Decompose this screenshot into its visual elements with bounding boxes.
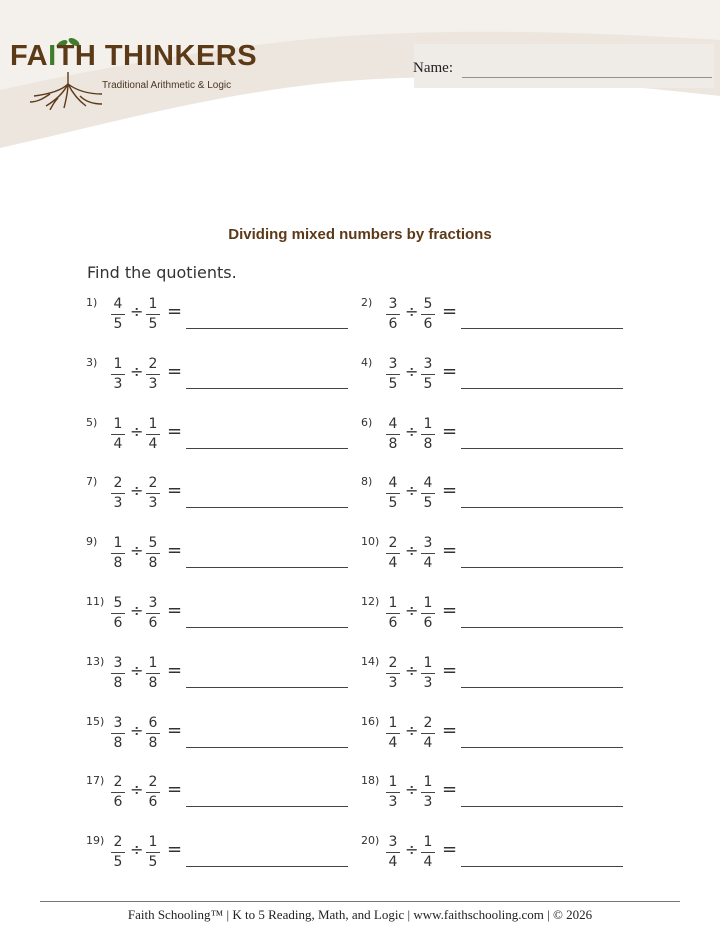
fraction-numerator: 6 bbox=[148, 715, 158, 731]
fraction-bar bbox=[421, 493, 435, 494]
fraction-denominator: 5 bbox=[148, 316, 158, 332]
fraction-denominator: 5 bbox=[423, 376, 433, 392]
fraction-bar bbox=[386, 374, 400, 375]
divide-sign: ÷ bbox=[405, 721, 419, 740]
problem-number: 13) bbox=[86, 655, 105, 668]
divisor-fraction bbox=[421, 655, 435, 692]
fraction-denominator: 6 bbox=[148, 615, 158, 631]
divide-sign: ÷ bbox=[405, 302, 419, 321]
fraction-numerator: 1 bbox=[423, 416, 433, 432]
problem-item bbox=[86, 774, 351, 824]
dividend-fraction bbox=[386, 475, 400, 512]
divide-sign: ÷ bbox=[130, 422, 144, 441]
fraction-bar bbox=[421, 434, 435, 435]
fraction-bar bbox=[146, 733, 160, 734]
dividend-fraction bbox=[386, 774, 400, 811]
equals-sign: = bbox=[167, 540, 183, 561]
dividend-fraction bbox=[111, 715, 125, 752]
fraction-denominator: 3 bbox=[148, 495, 158, 511]
footer-text: Faith Schooling™ | K to 5 Reading, Math, and Logic | www.faithschooling.com | © 2026 bbox=[127, 907, 593, 922]
fraction-denominator: 4 bbox=[148, 436, 158, 452]
fraction-bar bbox=[421, 733, 435, 734]
answer-line[interactable] bbox=[461, 687, 623, 688]
equals-sign: = bbox=[442, 779, 458, 800]
divisor-fraction bbox=[421, 834, 435, 871]
divisor-fraction bbox=[146, 475, 160, 512]
fraction-bar bbox=[386, 733, 400, 734]
fraction-denominator: 4 bbox=[388, 555, 398, 571]
fraction-denominator: 5 bbox=[113, 316, 123, 332]
answer-line[interactable] bbox=[461, 507, 623, 508]
problem-item bbox=[86, 715, 351, 765]
fraction-denominator: 3 bbox=[423, 794, 433, 810]
fraction-bar bbox=[146, 553, 160, 554]
equals-sign: = bbox=[167, 720, 183, 741]
fraction-denominator: 4 bbox=[423, 735, 433, 751]
fraction-numerator: 1 bbox=[423, 834, 433, 850]
fraction-numerator: 3 bbox=[113, 655, 123, 671]
fraction-bar bbox=[146, 673, 160, 674]
equals-sign: = bbox=[167, 361, 183, 382]
logo-title: FAITH THINKERS bbox=[10, 40, 258, 72]
fraction-numerator: 2 bbox=[113, 475, 123, 491]
fraction-numerator: 3 bbox=[148, 595, 158, 611]
fraction-denominator: 5 bbox=[113, 854, 123, 870]
fraction-bar bbox=[111, 613, 125, 614]
divide-sign: ÷ bbox=[130, 541, 144, 560]
name-box bbox=[414, 44, 714, 88]
fraction-bar bbox=[421, 374, 435, 375]
fraction-bar bbox=[421, 314, 435, 315]
fraction-bar bbox=[386, 673, 400, 674]
equals-sign: = bbox=[167, 421, 183, 442]
equals-sign: = bbox=[442, 720, 458, 741]
fraction-bar bbox=[111, 852, 125, 853]
problem-item bbox=[361, 475, 626, 525]
footer-divider bbox=[40, 901, 680, 902]
equals-sign: = bbox=[167, 839, 183, 860]
fraction-numerator: 1 bbox=[113, 356, 123, 372]
fraction-bar bbox=[146, 374, 160, 375]
fraction-denominator: 8 bbox=[148, 675, 158, 691]
answer-line[interactable] bbox=[461, 806, 623, 807]
fraction-numerator: 3 bbox=[388, 296, 398, 312]
answer-line[interactable] bbox=[186, 866, 348, 867]
divisor-fraction bbox=[146, 715, 160, 752]
answer-line[interactable] bbox=[186, 328, 348, 329]
worksheet-title: Dividing mixed numbers by fractions bbox=[228, 226, 492, 243]
dividend-fraction bbox=[386, 834, 400, 871]
divisor-fraction bbox=[146, 595, 160, 632]
fraction-numerator: 1 bbox=[148, 834, 158, 850]
divisor-fraction bbox=[146, 834, 160, 871]
divide-sign: ÷ bbox=[405, 481, 419, 500]
equals-sign: = bbox=[442, 421, 458, 442]
dividend-fraction bbox=[386, 296, 400, 333]
problem-item bbox=[86, 356, 351, 406]
divide-sign: ÷ bbox=[405, 601, 419, 620]
fraction-denominator: 4 bbox=[423, 854, 433, 870]
dividend-fraction bbox=[111, 774, 125, 811]
fraction-bar bbox=[146, 852, 160, 853]
problem-item bbox=[361, 834, 626, 884]
fraction-denominator: 5 bbox=[388, 495, 398, 511]
divide-sign: ÷ bbox=[130, 840, 144, 859]
name-field-line[interactable] bbox=[462, 77, 712, 78]
fraction-numerator: 1 bbox=[148, 655, 158, 671]
answer-line[interactable] bbox=[186, 747, 348, 748]
problem-number: 9) bbox=[86, 535, 98, 548]
fraction-bar bbox=[421, 673, 435, 674]
problem-item bbox=[361, 416, 626, 466]
fraction-denominator: 3 bbox=[388, 675, 398, 691]
fraction-numerator: 1 bbox=[388, 774, 398, 790]
fraction-numerator: 3 bbox=[388, 834, 398, 850]
fraction-bar bbox=[111, 733, 125, 734]
fraction-numerator: 2 bbox=[388, 535, 398, 551]
fraction-denominator: 4 bbox=[388, 735, 398, 751]
fraction-bar bbox=[146, 613, 160, 614]
fraction-bar bbox=[111, 434, 125, 435]
fraction-numerator: 2 bbox=[148, 774, 158, 790]
divide-sign: ÷ bbox=[405, 422, 419, 441]
fraction-bar bbox=[146, 434, 160, 435]
divide-sign: ÷ bbox=[130, 721, 144, 740]
dividend-fraction bbox=[111, 356, 125, 393]
problem-number: 5) bbox=[86, 416, 98, 429]
dividend-fraction bbox=[386, 655, 400, 692]
logo-tagline: Traditional Arithmetic & Logic bbox=[102, 80, 232, 91]
problem-item bbox=[361, 774, 626, 824]
fraction-numerator: 2 bbox=[423, 715, 433, 731]
fraction-bar bbox=[421, 613, 435, 614]
fraction-numerator: 3 bbox=[388, 356, 398, 372]
dividend-fraction bbox=[386, 535, 400, 572]
dividend-fraction bbox=[111, 595, 125, 632]
fraction-bar bbox=[111, 553, 125, 554]
fraction-numerator: 2 bbox=[113, 774, 123, 790]
fraction-denominator: 8 bbox=[148, 555, 158, 571]
problem-item bbox=[361, 655, 626, 705]
fraction-bar bbox=[386, 852, 400, 853]
divide-sign: ÷ bbox=[405, 661, 419, 680]
dividend-fraction bbox=[386, 595, 400, 632]
fraction-bar bbox=[146, 792, 160, 793]
problem-number: 2) bbox=[361, 296, 373, 309]
divisor-fraction bbox=[421, 715, 435, 752]
fraction-denominator: 4 bbox=[388, 854, 398, 870]
dividend-fraction bbox=[111, 655, 125, 692]
answer-line[interactable] bbox=[461, 627, 623, 628]
fraction-bar bbox=[421, 553, 435, 554]
answer-line[interactable] bbox=[461, 328, 623, 329]
divisor-fraction bbox=[421, 416, 435, 453]
fraction-denominator: 4 bbox=[113, 436, 123, 452]
divisor-fraction bbox=[421, 356, 435, 393]
fraction-numerator: 1 bbox=[423, 655, 433, 671]
fraction-numerator: 4 bbox=[113, 296, 123, 312]
fraction-numerator: 1 bbox=[388, 715, 398, 731]
dividend-fraction bbox=[111, 834, 125, 871]
instructions: Find the quotients. bbox=[87, 263, 237, 282]
divide-sign: ÷ bbox=[130, 302, 144, 321]
fraction-bar bbox=[421, 792, 435, 793]
fraction-denominator: 6 bbox=[423, 615, 433, 631]
problem-number: 17) bbox=[86, 774, 105, 787]
fraction-numerator: 4 bbox=[423, 475, 433, 491]
problem-number: 20) bbox=[361, 834, 380, 847]
fraction-denominator: 8 bbox=[388, 436, 398, 452]
divisor-fraction bbox=[146, 356, 160, 393]
answer-line[interactable] bbox=[461, 388, 623, 389]
fraction-denominator: 8 bbox=[148, 735, 158, 751]
fraction-numerator: 4 bbox=[388, 475, 398, 491]
equals-sign: = bbox=[442, 600, 458, 621]
fraction-numerator: 1 bbox=[113, 416, 123, 432]
problem-number: 8) bbox=[361, 475, 373, 488]
answer-line[interactable] bbox=[461, 747, 623, 748]
problem-number: 3) bbox=[86, 356, 98, 369]
fraction-bar bbox=[421, 852, 435, 853]
divide-sign: ÷ bbox=[130, 481, 144, 500]
divisor-fraction bbox=[421, 535, 435, 572]
fraction-bar bbox=[111, 493, 125, 494]
divide-sign: ÷ bbox=[405, 840, 419, 859]
fraction-bar bbox=[386, 613, 400, 614]
fraction-numerator: 5 bbox=[113, 595, 123, 611]
problem-item bbox=[86, 296, 351, 346]
problem-item bbox=[86, 416, 351, 466]
problem-item bbox=[86, 535, 351, 585]
divisor-fraction bbox=[421, 296, 435, 333]
problem-item bbox=[361, 715, 626, 765]
answer-line[interactable] bbox=[186, 627, 348, 628]
dividend-fraction bbox=[111, 416, 125, 453]
problem-item bbox=[86, 475, 351, 525]
divide-sign: ÷ bbox=[130, 780, 144, 799]
divisor-fraction bbox=[421, 475, 435, 512]
fraction-numerator: 1 bbox=[423, 774, 433, 790]
problem-item bbox=[86, 595, 351, 645]
fraction-denominator: 3 bbox=[113, 376, 123, 392]
divisor-fraction bbox=[146, 296, 160, 333]
problem-number: 12) bbox=[361, 595, 380, 608]
answer-line[interactable] bbox=[461, 567, 623, 568]
fraction-numerator: 1 bbox=[423, 595, 433, 611]
fraction-denominator: 8 bbox=[423, 436, 433, 452]
equals-sign: = bbox=[442, 361, 458, 382]
problem-item bbox=[86, 655, 351, 705]
equals-sign: = bbox=[442, 660, 458, 681]
fraction-denominator: 6 bbox=[388, 615, 398, 631]
fraction-denominator: 6 bbox=[113, 615, 123, 631]
answer-line[interactable] bbox=[186, 507, 348, 508]
dividend-fraction bbox=[111, 296, 125, 333]
fraction-numerator: 3 bbox=[423, 356, 433, 372]
fraction-numerator: 1 bbox=[148, 296, 158, 312]
divide-sign: ÷ bbox=[130, 661, 144, 680]
fraction-bar bbox=[146, 493, 160, 494]
fraction-numerator: 2 bbox=[388, 655, 398, 671]
fraction-denominator: 6 bbox=[113, 794, 123, 810]
fraction-numerator: 1 bbox=[148, 416, 158, 432]
fraction-bar bbox=[111, 374, 125, 375]
fraction-denominator: 5 bbox=[148, 854, 158, 870]
fraction-numerator: 4 bbox=[388, 416, 398, 432]
dividend-fraction bbox=[111, 475, 125, 512]
fraction-numerator: 2 bbox=[148, 356, 158, 372]
dividend-fraction bbox=[386, 416, 400, 453]
problem-number: 11) bbox=[86, 595, 105, 608]
fraction-denominator: 3 bbox=[113, 495, 123, 511]
equals-sign: = bbox=[442, 301, 458, 322]
fraction-denominator: 3 bbox=[148, 376, 158, 392]
equals-sign: = bbox=[167, 660, 183, 681]
fraction-bar bbox=[386, 434, 400, 435]
fraction-numerator: 5 bbox=[148, 535, 158, 551]
fraction-numerator: 2 bbox=[113, 834, 123, 850]
problem-number: 15) bbox=[86, 715, 105, 728]
problem-item bbox=[361, 595, 626, 645]
problem-item bbox=[86, 834, 351, 884]
fraction-bar bbox=[146, 314, 160, 315]
fraction-bar bbox=[386, 792, 400, 793]
fraction-denominator: 6 bbox=[148, 794, 158, 810]
problem-number: 19) bbox=[86, 834, 105, 847]
fraction-denominator: 5 bbox=[423, 495, 433, 511]
answer-line[interactable] bbox=[186, 806, 348, 807]
fraction-bar bbox=[111, 314, 125, 315]
equals-sign: = bbox=[442, 540, 458, 561]
brand-logo bbox=[6, 32, 258, 110]
fraction-numerator: 3 bbox=[113, 715, 123, 731]
fraction-numerator: 5 bbox=[423, 296, 433, 312]
equals-sign: = bbox=[167, 779, 183, 800]
divisor-fraction bbox=[146, 774, 160, 811]
fraction-numerator: 1 bbox=[388, 595, 398, 611]
equals-sign: = bbox=[167, 480, 183, 501]
fraction-bar bbox=[111, 673, 125, 674]
divide-sign: ÷ bbox=[405, 780, 419, 799]
problem-item bbox=[361, 356, 626, 406]
fraction-bar bbox=[386, 493, 400, 494]
fraction-denominator: 6 bbox=[423, 316, 433, 332]
equals-sign: = bbox=[167, 301, 183, 322]
divisor-fraction bbox=[421, 595, 435, 632]
fraction-bar bbox=[386, 314, 400, 315]
answer-line[interactable] bbox=[461, 448, 623, 449]
fraction-bar bbox=[386, 553, 400, 554]
fraction-denominator: 5 bbox=[388, 376, 398, 392]
equals-sign: = bbox=[442, 480, 458, 501]
name-label: Name: bbox=[413, 60, 453, 76]
answer-line[interactable] bbox=[186, 448, 348, 449]
divisor-fraction bbox=[146, 535, 160, 572]
problem-number: 16) bbox=[361, 715, 380, 728]
problem-item bbox=[361, 296, 626, 346]
divisor-fraction bbox=[421, 774, 435, 811]
fraction-bar bbox=[111, 792, 125, 793]
dividend-fraction bbox=[386, 715, 400, 752]
fraction-numerator: 2 bbox=[148, 475, 158, 491]
problem-number: 1) bbox=[86, 296, 98, 309]
divisor-fraction bbox=[146, 655, 160, 692]
divide-sign: ÷ bbox=[130, 362, 144, 381]
divide-sign: ÷ bbox=[130, 601, 144, 620]
answer-line[interactable] bbox=[186, 687, 348, 688]
answer-line[interactable] bbox=[186, 388, 348, 389]
problem-item bbox=[361, 535, 626, 585]
fraction-numerator: 3 bbox=[423, 535, 433, 551]
problem-number: 7) bbox=[86, 475, 98, 488]
problem-number: 6) bbox=[361, 416, 373, 429]
fraction-numerator: 1 bbox=[113, 535, 123, 551]
divide-sign: ÷ bbox=[405, 362, 419, 381]
equals-sign: = bbox=[167, 600, 183, 621]
dividend-fraction bbox=[386, 356, 400, 393]
problem-number: 14) bbox=[361, 655, 380, 668]
dividend-fraction bbox=[111, 535, 125, 572]
answer-line[interactable] bbox=[461, 866, 623, 867]
problem-number: 4) bbox=[361, 356, 373, 369]
problem-number: 18) bbox=[361, 774, 380, 787]
fraction-denominator: 8 bbox=[113, 555, 123, 571]
fraction-denominator: 4 bbox=[423, 555, 433, 571]
divide-sign: ÷ bbox=[405, 541, 419, 560]
answer-line[interactable] bbox=[186, 567, 348, 568]
equals-sign: = bbox=[442, 839, 458, 860]
fraction-denominator: 8 bbox=[113, 735, 123, 751]
divisor-fraction bbox=[146, 416, 160, 453]
problem-number: 10) bbox=[361, 535, 380, 548]
fraction-denominator: 3 bbox=[388, 794, 398, 810]
fraction-denominator: 6 bbox=[388, 316, 398, 332]
fraction-denominator: 8 bbox=[113, 675, 123, 691]
fraction-denominator: 3 bbox=[423, 675, 433, 691]
